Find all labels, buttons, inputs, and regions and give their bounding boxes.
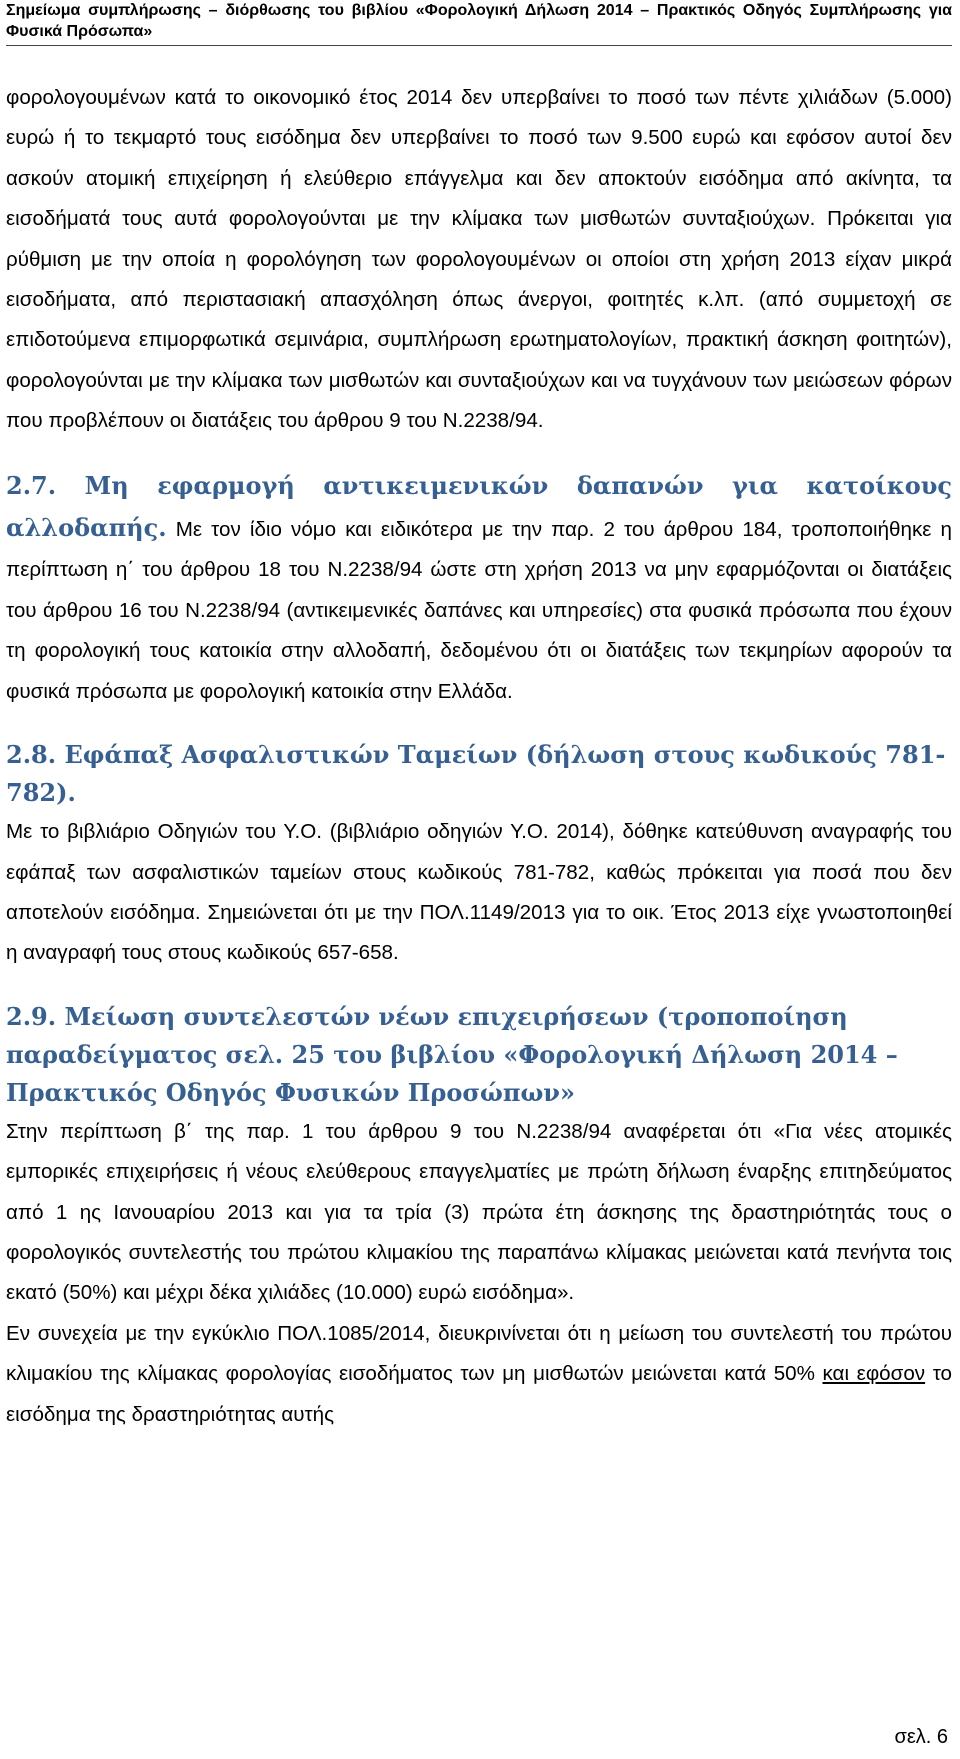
underlined-phrase: και εφόσον [822,1362,926,1386]
section-2-8-text: Με το βιβλιάριο Οδηγιών του Υ.Ο. (βιβλιάριο οδηγιών Υ.Ο. 2014), δόθηκε κατεύθυνση αναγραφής του εφάπαξ των ασφαλιστικών ταμείων στους κωδικούς 781-782, καθώς πρόκειται για ποσά που δεν αποτελούν εισόδημα. Σημειώνεται ότι με την ΠΟΛ.1149/2013 για το οικ. Έτος 2013 είχε γνωστοποιηθεί η αναγραφή τους στους κωδικούς 657-658. [6,820,952,965]
section-2-9-paragraph-2 [6,1314,952,1435]
section-2-7-paragraph [6,466,952,712]
section-2-8-heading: 2.8. Εφάπαξ Ασφαλιστικών Ταμείων (δήλωση στους κωδικούς 781-782). [6,740,946,808]
running-header: Σημείωμα συμπλήρωσης – διόρθωσης του βιβλίου «Φορολογική Δήλωση 2014 – Πρακτικός Οδηγός Συμπλήρωσης για Φυσικά Πρόσωπα» [6,0,952,46]
para2-end: το εισόδημα της δραστηριότητας αυτής [6,1362,952,1426]
section-2-9-heading: 2.9. Μείωση συντελεστών νέων επιχειρήσεων (τροποποίηση παραδείγματος σελ. 25 του βιβλίου «Φορολογική Δήλωση 2014 – Πρακτικός Οδηγός Φυσικών Προσώπων» [6,1001,898,1107]
section-2-7-heading: 2.7. Μη εφαρμογή αντικειμενικών δαπανών για κατοίκους αλλοδαπής. [6,470,952,543]
section-2-9-paragraph-1: Στην περίπτωση β΄ της παρ. 1 του άρθρου 9 του Ν.2238/94 αναφέρεται ότι «Για νέες ατομικές εμπορικές επιχειρήσεις ή νέους ελεύθερους επαγγελματίες με πρώτη δήλωση έναρξης επιτηδεύματος από 1 ης Ιανουαρίου 2013 και για τα τρία (3) πρώτα έτη άσκησης της δραστηριότητάς τους ο φορολογικός συντελεστής του πρώτου κλιμακίου της παραπάνω κλίμακας μειώνεται κατά πενήντα τοις εκατό (50%) και μέχρι δέκα χιλιάδες (10.000) ευρώ εισόδημα». [6,1119,952,1305]
para2-start: Εν συνεχεία με την εγκύκλιο ΠΟΛ.1085/2014, διευκρινίνεται ότι η μείωση του συντελεστή του πρώτου κλιμακίου της κλίμακας φορολογίας εισοδήματος των μη μισθωτών μειώνεται κατά 50% [6,1321,952,1386]
section-2-7-text: Με τον ίδιο νόμο και ειδικότερα με την παρ. 2 του άρθρου 184, τροποποιήθηκε η περίπτωση η΄ του άρθρου 18 του Ν.2238/94 ώστε στη χρήση 2013 να μην εφαρμόζονται οι διατάξεις του άρθρου 16 του Ν.2238/94 (αντικειμενικές δαπάνες και υπηρεσίες) στα φυσικά πρόσωπα που έχουν τη φορολογική τους κατοικία στην αλλοδαπή, δεδομένου ότι οι διατάξεις των τεκμηρίων αφορούν τα φυσικά πρόσωπα με φορολογική κατοικία στην Ελλάδα. [6,518,952,703]
intro-paragraph: φορολογουμένων κατά το οικονομικό έτος 2014 δεν υπερβαίνει το ποσό των πέντε χιλιάδων (5.000) ευρώ ή το τεκμαρτό τους εισόδημα δεν υπερβαίνει το ποσό των 9.500 ευρώ και εφόσον αυτοί δεν ασκούν ατομική επιχείρηση ή ελεύθεριο επάγγελμα και δεν αποκτούν εισόδημα από ακίνητα, τα εισοδήματά τους αυτά φορολογούνται με την κλίμακα των μισθωτών συνταξιούχων. Πρόκειται για ρύθμιση με την οποία η φορολόγηση των φορολογουμένων οι οποίοι στη χρήση 2013 είχαν μικρά εισοδήματα, από περιστασιακή απασχόληση όπως άνεργοι, φοιτητές κ.λπ. (από συμμετοχή σε επιδοτούμενα επιμορφωτικά σεμινάρια, συμπλήρωση ερωτηματολογίων, πρακτική άσκηση φοιτητών), φορολογούνται με την κλίμακα των μισθωτών και συνταξιούχων και να τυγχάνουν των μειώσεων φόρων που προβλέπουν οι διατάξεις του άρθρου 9 του Ν.2238/94. [6,86,952,433]
document-body [6,78,952,1435]
page-number: σελ. 6 [894,1726,948,1748]
